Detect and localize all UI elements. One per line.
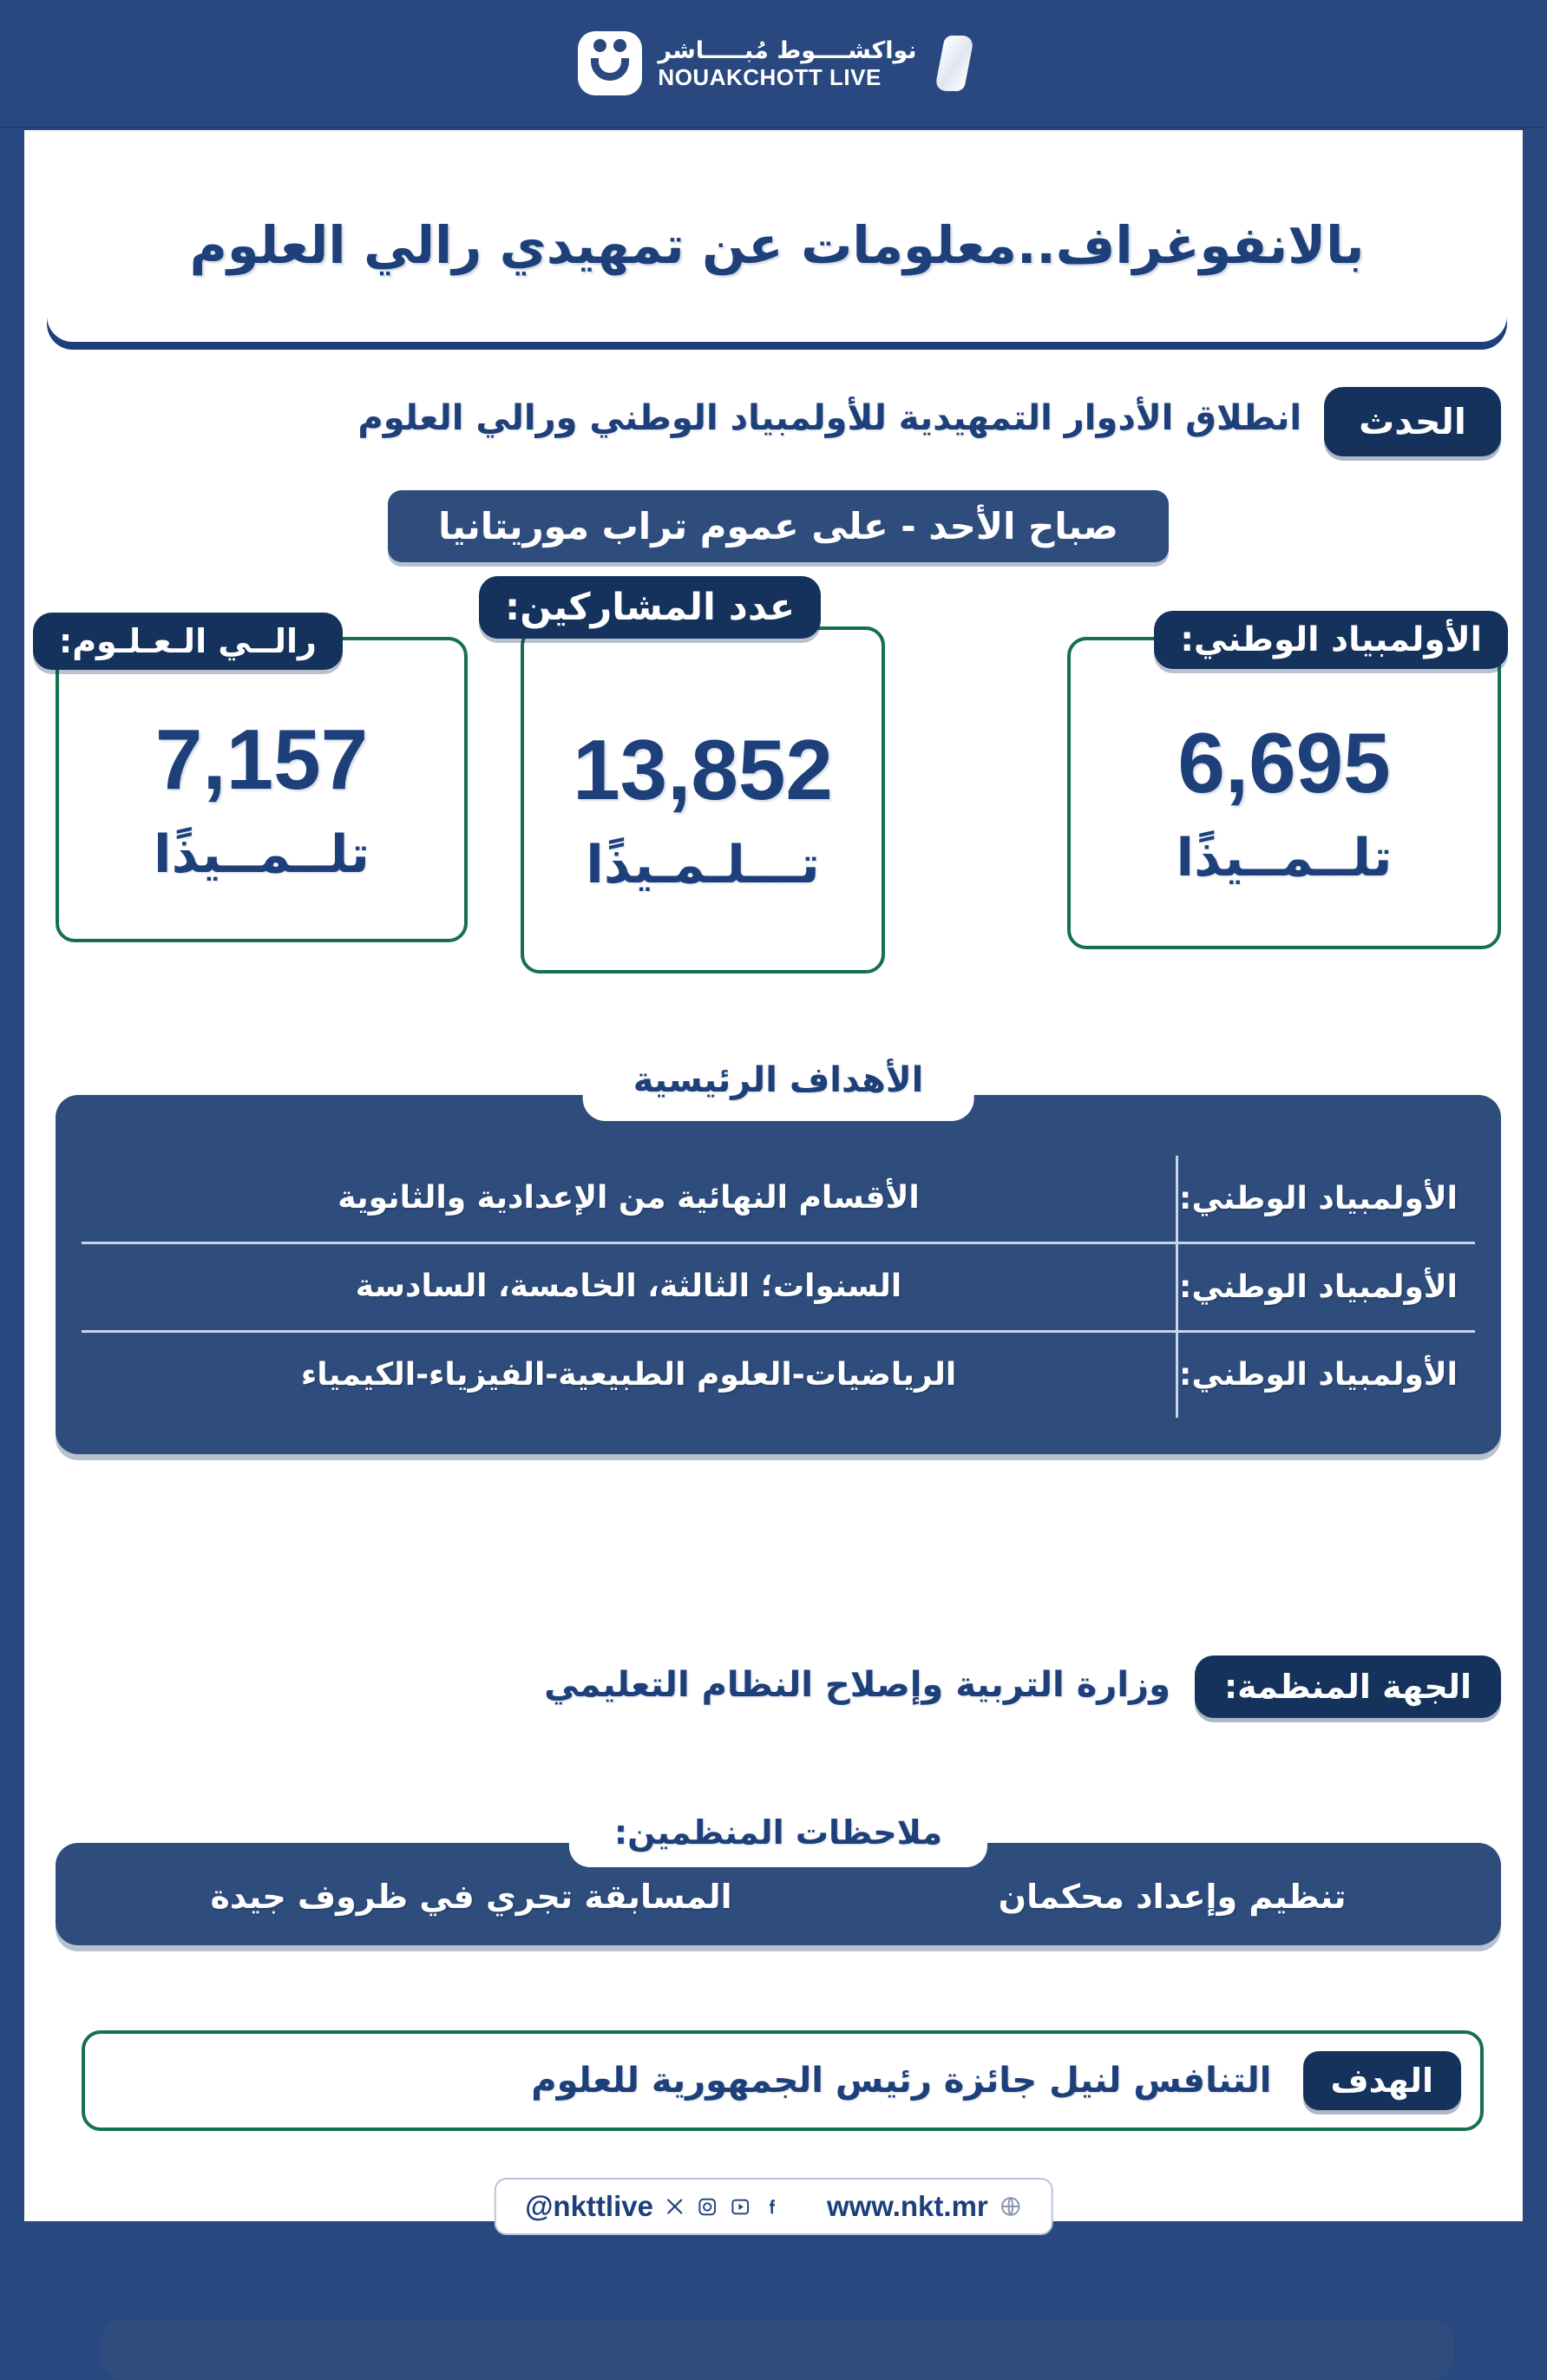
stat-card-olympiad [1067, 620, 1501, 949]
stat-label-rally: رالــي الـعـلـوم: [33, 613, 343, 670]
objective-key: الأولمبياد الوطني: [1176, 1333, 1475, 1419]
page-title: بالانفوغراف..معلومات عن تمهيدي رالي العلوم [189, 215, 1365, 276]
title-card [47, 149, 1507, 342]
stat-value-participants: 13,852 [573, 722, 833, 817]
organizer-value: وزارة التربية وإصلاح النظام التعليمي [544, 1665, 1170, 1705]
objective-row [82, 1244, 1475, 1333]
organizer-notes-section [56, 1813, 1501, 1945]
globe-icon [1000, 2195, 1022, 2218]
smiley-square-icon [578, 31, 642, 95]
aim-tag: الهدف [1303, 2051, 1461, 2110]
event-description: انطلاق الأدوار التمهيدية للأولمبياد الوطني ورالي العلوم [357, 398, 1302, 438]
stat-unit-olympiad: تلــمــيذًا [1176, 828, 1393, 888]
stat-label-olympiad: الأولمبياد الوطني: [1154, 611, 1508, 669]
stat-card-rally [56, 622, 468, 942]
next-panel-stub [101, 2319, 1454, 2380]
organizer-row [56, 1656, 1501, 1718]
stat-unit-participants: تـــلـمـيذًا [586, 835, 820, 895]
objective-row [82, 1156, 1475, 1244]
facebook-icon[interactable] [763, 2195, 782, 2218]
footer-contact-strip [494, 2178, 1053, 2235]
objective-value: السنوات؛ الثالثة، الخامسة، السادسة [355, 1268, 902, 1304]
instagram-icon[interactable] [697, 2196, 718, 2218]
brand-wordmark [658, 36, 917, 90]
aim-bar [82, 2030, 1484, 2131]
infographic-sheet [24, 130, 1523, 2221]
smiley-eye-right [613, 39, 626, 52]
stat-unit-rally: تلــمــيذًا [154, 824, 370, 885]
aim-value: التنافس لنيل جائزة رئيس الجمهورية للعلوم [531, 2061, 1272, 2101]
youtube-icon[interactable] [730, 2196, 751, 2218]
brand-name-arabic: نواكشــــوط مُبـــــاشر [658, 36, 917, 64]
objective-value: الأقسام النهائية من الإعدادية والثانوية [338, 1180, 920, 1216]
website-group[interactable] [827, 2190, 1022, 2223]
smiley-mouth [591, 58, 629, 81]
notes-heading: ملاحظات المنظمين: [569, 1813, 987, 1867]
website-url: www.nkt.mr [826, 2190, 988, 2222]
note-item: المسابقة تجري في ظروف جيدة [210, 1878, 732, 1916]
objectives-section [56, 1060, 1501, 1454]
objectives-panel [56, 1095, 1501, 1454]
event-date-location: صباح الأحد - على عموم تراب موريتانيا [388, 490, 1169, 562]
stat-value-rally: 7,157 [154, 711, 369, 807]
objective-row [82, 1333, 1475, 1419]
note-item: تنظيم وإعداد محكمان [998, 1878, 1347, 1916]
x-twitter-icon[interactable] [665, 2196, 685, 2217]
event-date-wrapper [56, 490, 1501, 562]
statistics-group [56, 586, 1501, 1015]
organizer-tag: الجهة المنظمة: [1195, 1656, 1501, 1718]
stat-card-participants [505, 586, 885, 974]
objective-key: الأولمبياد الوطني: [1176, 1156, 1475, 1242]
brand-slash-decor [934, 36, 973, 91]
event-tag: الحدث [1324, 387, 1501, 456]
social-handle: @nkttlive [525, 2190, 653, 2222]
stat-label-participants: عدد المشاركين: [479, 576, 821, 639]
social-group[interactable] [525, 2190, 782, 2223]
brand-name-english: NOUAKCHOTT LIVE [658, 63, 882, 90]
objective-value: الرياضيات-العلوم الطبيعية-الفيزياء-الكيمياء [300, 1356, 957, 1393]
stat-value-olympiad: 6,695 [1177, 715, 1391, 810]
smiley-eye-left [593, 39, 606, 52]
event-row [56, 387, 1501, 456]
objective-key: الأولمبياد الوطني: [1176, 1244, 1475, 1330]
objectives-heading: الأهداف الرئيسية [583, 1055, 974, 1121]
brand-header [0, 0, 1547, 128]
